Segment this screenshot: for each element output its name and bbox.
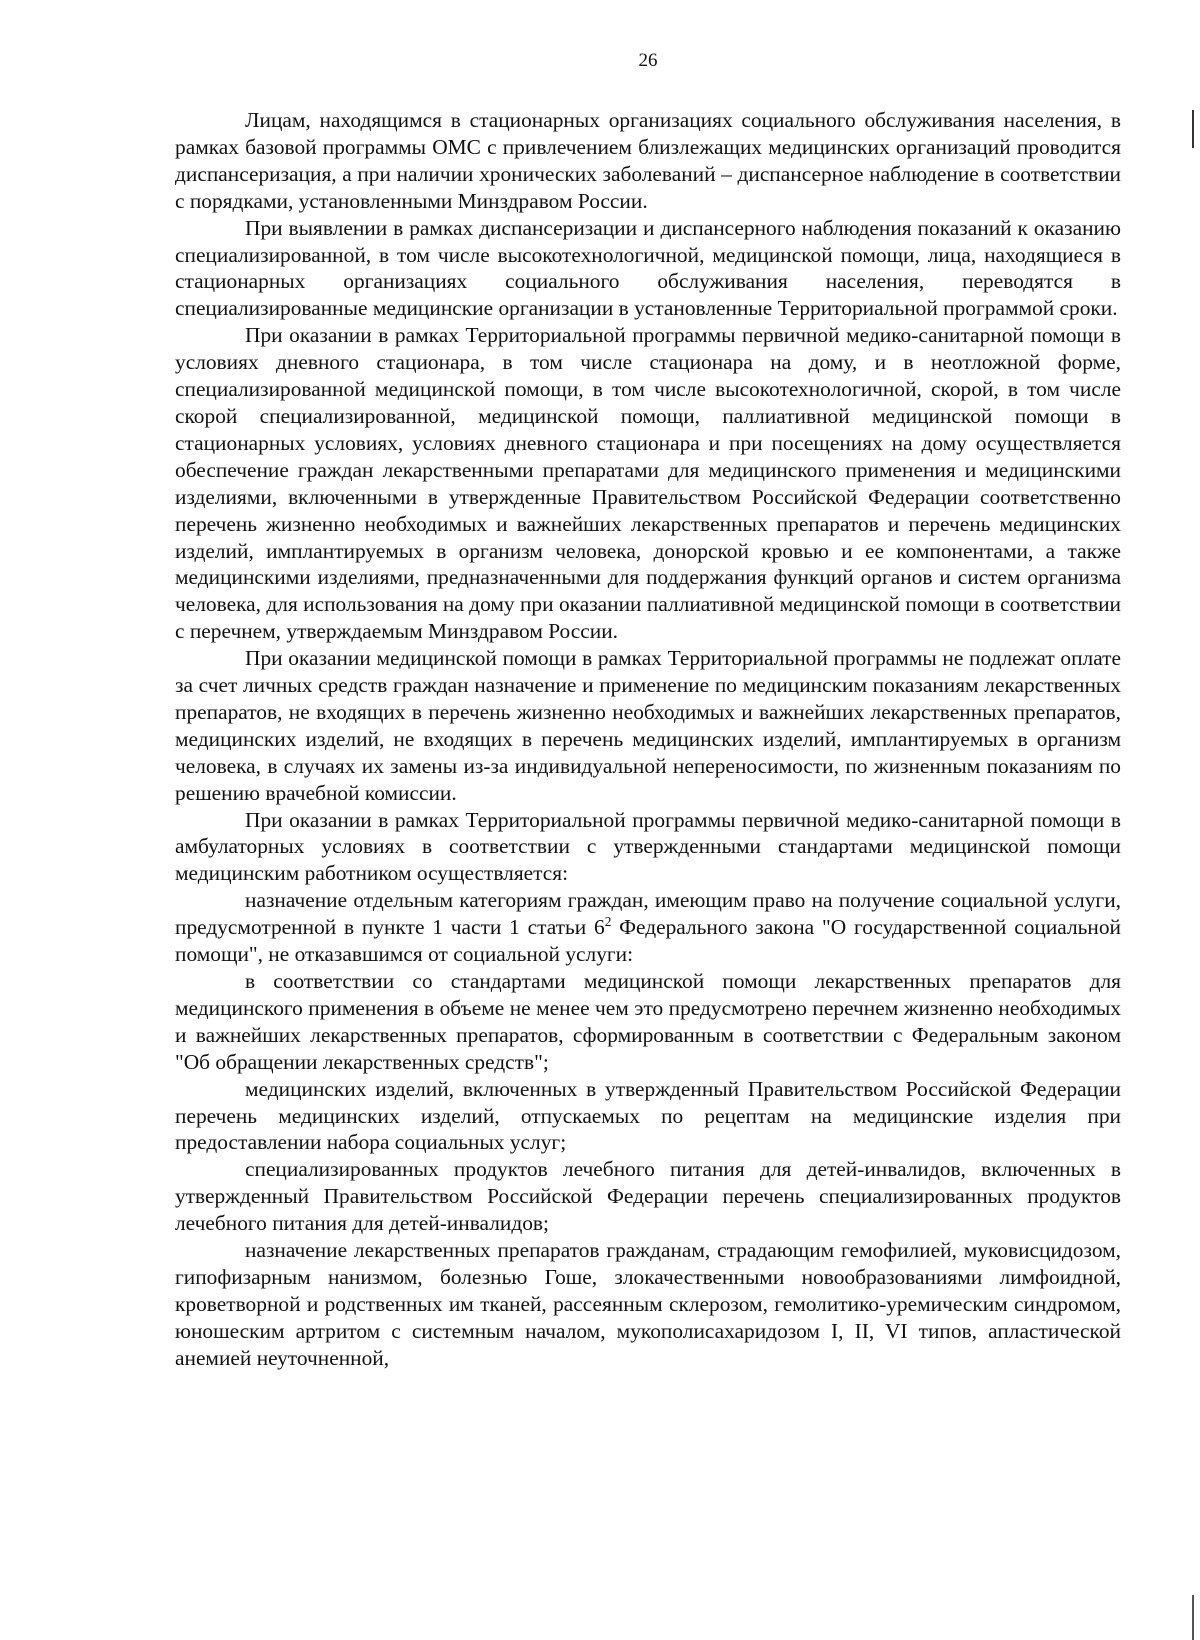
paragraph-6-text-a: назначение отдельным категориям граждан, имеющим право на получение социальной услуги, предусмотренной в пункте 1 части 1 статьи 6 [175,888,1121,940]
paragraph-5: При оказании в рамках Территориальной программы первичной медико-санитарной помощи в амбулаторных условиях в соответствии с утвержденными стандартами медицинской помощи медицинским работником осуществляется: [175,807,1121,886]
scan-edge-mark-bottom [1192,1595,1194,1640]
paragraph-6-text-b: Федерального закона "О государственной социальной помощи", не отказавшимся от социальной услуги: [175,915,1121,967]
paragraph-6 [175,887,1121,968]
paragraph-7: в соответствии со стандартами медицинской помощи лекарственных препаратов для медицинского применения в объеме не менее чем это предусмотрено перечнем жизненно необходимых и важнейших лекарственных препаратов, сформированным в соответствии с Федеральным законом "Об обращении лекарственных средств"; [175,969,1121,1074]
paragraph-10: назначение лекарственных препаратов гражданам, страдающим гемофилией, муковисцидозом, гипофизарным нанизмом, болезнью Гоше, злокачественными новообразованиями лимфоидной, кроветворной и родственных им тканей, рассеянным склерозом, гемолитико-уремическим синдромом, юношеским артритом с системным началом, мукополисахаридозом I, II, VI типов, апластической анемией неуточненной, [175,1238,1121,1370]
scan-edge-mark [1192,110,1194,148]
paragraph-1: Лицам, находящимся в стационарных организациях социального обслуживания населения, в рамках базовой программы ОМС с привлечением близлежащих медицинских организаций проводится диспансеризация, а при наличии хронических заболеваний – диспансерное наблюдение в соответствии с порядками, установленными Минздравом России. [175,108,1121,213]
page-number: 26 [638,50,658,71]
paragraph-9: специализированных продуктов лечебного питания для детей-инвалидов, включенных в утвержденный Правительством Российской Федерации перечень специализированных продуктов лечебного питания для детей-инвалидов; [175,1157,1121,1236]
paragraph-3: При оказании в рамках Территориальной программы первичной медико-санитарной помощи в условиях дневного стационара, в том числе стационара на дому, и в неотложной форме, специализированной медицинской помощи, в том числе высокотехнологичной, скорой, в том числе скорой специализированной, медицинской помощи, паллиативной медицинской помощи в стационарных условиях, условиях дневного стационара и при посещениях на дому осуществляется обеспечение граждан лекарственными препаратами для медицинского применения и медицинскими изделиями, включенными в утвержденные Правительством Российской Федерации соответственно перечень жизненно необходимых и важнейших лекарственных препаратов и перечень медицинских изделий, имплантируемых в организм человека, донорской кровью и ее компонентами, а также медицинскими изделиями, предназначенными для поддержания функций органов и систем организма человека, для использования на дому при оказании паллиативной медицинской помощи в соответствии с перечнем, утверждаемым Минздравом России. [175,323,1121,644]
paragraph-8: медицинских изделий, включенных в утвержденный Правительством Российской Федерации перечень медицинских изделий, отпускаемых по рецептам на медицинские изделия при предоставлении набора социальных услуг; [175,1076,1121,1155]
document-body [175,107,1121,1372]
paragraph-4: При оказании медицинской помощи в рамках Территориальной программы не подлежат оплате за счет личных средств граждан назначение и применение по медицинским показаниям лекарственных препаратов, не входящих в перечень жизненно необходимых и важнейших лекарственных препаратов, медицинских изделий, не входящих в перечень медицинских изделий, имплантируемых в организм человека, в случаях их замены из-за индивидуальной непереносимости, по жизненным показаниям по решению врачебной комиссии. [175,646,1121,805]
superscript: 2 [604,914,612,930]
paragraph-2: При выявлении в рамках диспансеризации и диспансерного наблюдения показаний к оказанию специализированной, в том числе высокотехнологичной, медицинской помощи, лица, находящиеся в стационарных организациях социального обслуживания населения, переводятся в специализированные медицинские организации в установленные Территориальной программой сроки. [175,215,1121,321]
